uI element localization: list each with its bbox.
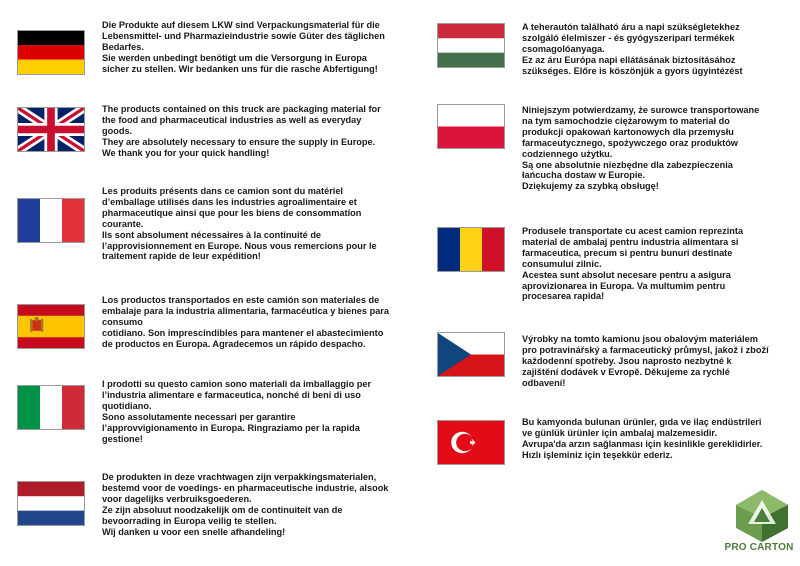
germany-flag bbox=[17, 30, 85, 75]
netherlands-flag bbox=[17, 481, 85, 526]
turkey-flag bbox=[437, 420, 505, 465]
notice-italian: I prodotti su questo camion sono materiali da imballaggio per l’industria alimentare e farmaceutica, nonché di beni di uso quotidiano. Sono assolutamente necessari per garantire l’approvvigionamento in Europa. Ringraziamo per la rapida gestione! bbox=[102, 379, 372, 444]
notice-polish: Niniejszym potwierdzamy, że surowce transportowane na tym samochodzie ciężarowym to materiał do produkcji opakowań kartonowych dla przemysłu farmaceutycznego, spożywczego oraz produktów codziennego użytku. Są one absolutnie niezbędne dla zabezpieczenia łańcucha dostaw w Europie. Dziękujemy za szybką obsługę! bbox=[522, 105, 760, 192]
notice-german: Die Produkte auf diesem LKW sind Verpackungsmaterial für die Lebensmittel- und Pharmazieindustrie sowie Güter des täglichen Bedarfes. Sie werden unbedingt benötigt um die Versorgung in Europa sicher zu stellen. Wir bedanken uns für die rasche Abfertigung! bbox=[102, 20, 385, 74]
hungary-flag bbox=[437, 23, 505, 68]
notice-french: Les produits présents dans ce camion sont du matériel d’emballage utilisés dans les industries agroalimentaire et pharmaceutique ainsi que pour les biens de consommation courante. Ils sont absolument nécessaires à la continuité de l’approvisionnement en Europe. Nous vous remercions pour le traitement rapide de leur expédition! bbox=[102, 186, 377, 262]
romania-flag bbox=[437, 227, 505, 272]
italy-flag bbox=[17, 385, 85, 430]
pro-carton-wordmark: PRO CARTON bbox=[724, 542, 794, 553]
notice-romanian: Produsele transportate cu acest camion reprezinta material de ambalaj pentru industria alimentara si farmaceutica, precum si pentru bunuri destinate consumului zilnic. Acestea sunt absolut necesare pentru a asigura aprovizionarea in Europa. Va multumim pentru procesarea rapida! bbox=[522, 226, 744, 302]
uk-flag bbox=[17, 107, 85, 152]
czech-flag bbox=[437, 332, 505, 377]
notice-czech: Výrobky na tomto kamionu jsou obalovým materiálem pro potravinářský a farmaceutický průmysl, jakož i zboží každodenní spotřeby. Jsou naprosto nezbytné k zajištění dodávek v Evropě. Děkujeme za rychlé odbavení! bbox=[522, 334, 769, 388]
notice-dutch: De produkten in deze vrachtwagen zijn verpakkingsmaterialen, bestemd voor de voedings- en pharmaceutische industrie, alsook voor dagelijks verbruiksgoederen. Ze zijn absoluut noodzakelijk om de continuiteit van de bevoorrading in Europa veilig te stellen. Wij danken u voor een snelle afhandeling! bbox=[102, 472, 389, 537]
notice-spanish: Los productos transportados en este camión son materiales de embalaje para la industria alimentaria, farmacéutica y bienes para consumo cotidiano. Son imprescindibles para mantener el abastecimiento de productos en Europa. Agradecemos un rápido despacho. bbox=[102, 295, 389, 349]
notice-turkish: Bu kamyonda bulunan ürünler, gıda ve ilaç endüstrileri ve günlük ürünler için ambalaj malzemesidir. Avrupa'da arzın sağlanması için kesinlikle gereklidirler. Hızlı işleminiz için teşekkür ederiz. bbox=[522, 417, 763, 460]
france-flag bbox=[17, 198, 85, 243]
spain-flag bbox=[17, 304, 85, 349]
notice-english: The products contained on this truck are packaging material for the food and pharmaceutical industries as well as everyday goods. They are absolutely necessary to ensure the supply in Europe. We thank you for your quick handling! bbox=[102, 104, 381, 158]
notice-hungarian: A teherautón található áru a napi szükségletekhez szolgáló élelmiszer - és gyógyszeripari termékek csomagolóanyaga. Ez az áru Európa napi ellátásának biztosításához szükséges. Előre is köszönjük a gyors ügyintézést bbox=[522, 22, 743, 76]
poland-flag bbox=[437, 104, 505, 149]
